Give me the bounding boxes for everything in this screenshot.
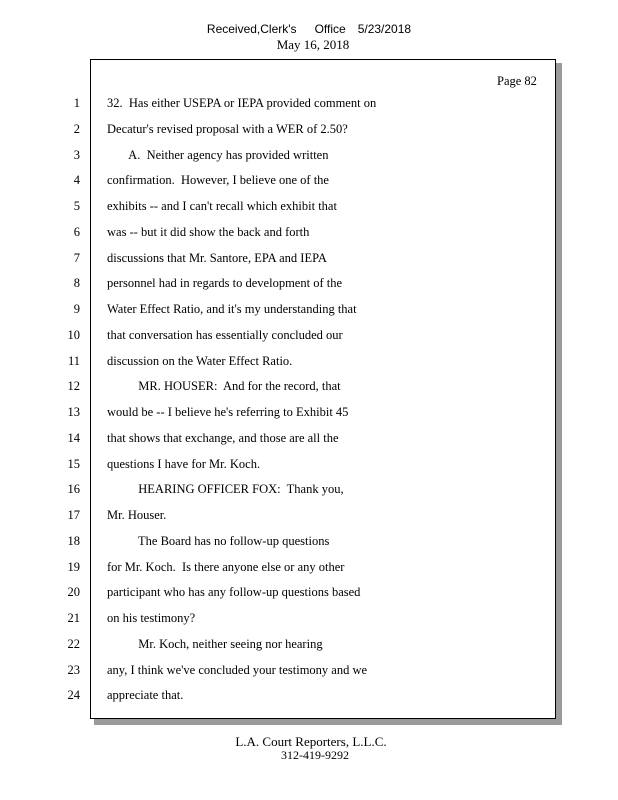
line-number: 8 (73, 276, 80, 290)
line-text: personnel had in regards to development of the (107, 276, 342, 290)
line-number: 5 (73, 199, 80, 213)
stamp-received: Received,Clerk's (206, 22, 297, 36)
line-text: A. Neither agency has provided written (107, 148, 329, 162)
line-text: exhibits -- and I can't recall which exhibit that (107, 199, 337, 213)
line-number: 11 (67, 354, 80, 368)
line-text: participant who has any follow-up questions based (107, 585, 361, 599)
line-text: confirmation. However, I believe one of the (107, 173, 329, 187)
line-number: 7 (73, 251, 80, 265)
court-reporter-phone: 312-419-9292 (281, 748, 349, 762)
line-number: 14 (67, 431, 80, 445)
line-text: Mr. Houser. (107, 508, 167, 522)
line-text: MR. HOUSER: And for the record, that (107, 379, 341, 393)
line-text: The Board has no follow-up questions (107, 534, 330, 548)
line-text: Water Effect Ratio, and it's my understanding that (107, 302, 357, 316)
line-number: 1 (73, 96, 80, 110)
line-text: 32. Has either USEPA or IEPA provided comment on (107, 96, 377, 110)
line-text: any, I think we've concluded your testimony and we (107, 663, 368, 677)
line-text: would be -- I believe he's referring to Exhibit 45 (107, 405, 349, 419)
line-text: that conversation has essentially concluded our (107, 328, 343, 342)
line-text: that shows that exchange, and those are all the (107, 431, 339, 445)
line-text: discussions that Mr. Santore, EPA and IEPA (107, 251, 327, 265)
line-number: 15 (67, 457, 80, 471)
line-number: 6 (73, 225, 80, 239)
line-text: HEARING OFFICER FOX: Thank you, (107, 482, 344, 496)
line-number: 4 (73, 173, 80, 187)
line-number: 21 (67, 611, 80, 625)
line-text: for Mr. Koch. Is there anyone else or any other (107, 560, 345, 574)
line-number: 2 (73, 122, 80, 136)
line-text: was -- but it did show the back and forth (107, 225, 310, 239)
line-number: 17 (67, 508, 80, 522)
clerk-received-stamp (0, 22, 618, 36)
line-number: 24 (67, 688, 80, 702)
line-number: 3 (73, 148, 80, 162)
line-text: appreciate that. (107, 688, 184, 702)
line-number: 23 (67, 663, 80, 677)
line-text: questions I have for Mr. Koch. (107, 457, 261, 471)
line-number: 10 (67, 328, 80, 342)
line-text: discussion on the Water Effect Ratio. (107, 354, 293, 368)
line-text: Decatur's revised proposal with a WER of 2.50? (107, 122, 348, 136)
hearing-date: May 16, 2018 (276, 37, 350, 52)
line-number: 16 (67, 482, 80, 496)
line-number: 18 (67, 534, 80, 548)
line-number: 9 (73, 302, 80, 316)
line-text: Mr. Koch, neither seeing nor hearing (107, 637, 323, 651)
line-number: 12 (67, 379, 80, 393)
line-number: 19 (67, 560, 80, 574)
page-number: Page 82 (497, 74, 537, 88)
line-number: 20 (67, 585, 80, 599)
court-reporter-name: L.A. Court Reporters, L.L.C. (235, 734, 387, 749)
line-text: on his testimony? (107, 611, 196, 625)
stamp-date: 5/23/2018 (357, 22, 412, 36)
line-number: 13 (67, 405, 80, 419)
line-number: 22 (67, 637, 80, 651)
stamp-office: Office (314, 22, 346, 36)
